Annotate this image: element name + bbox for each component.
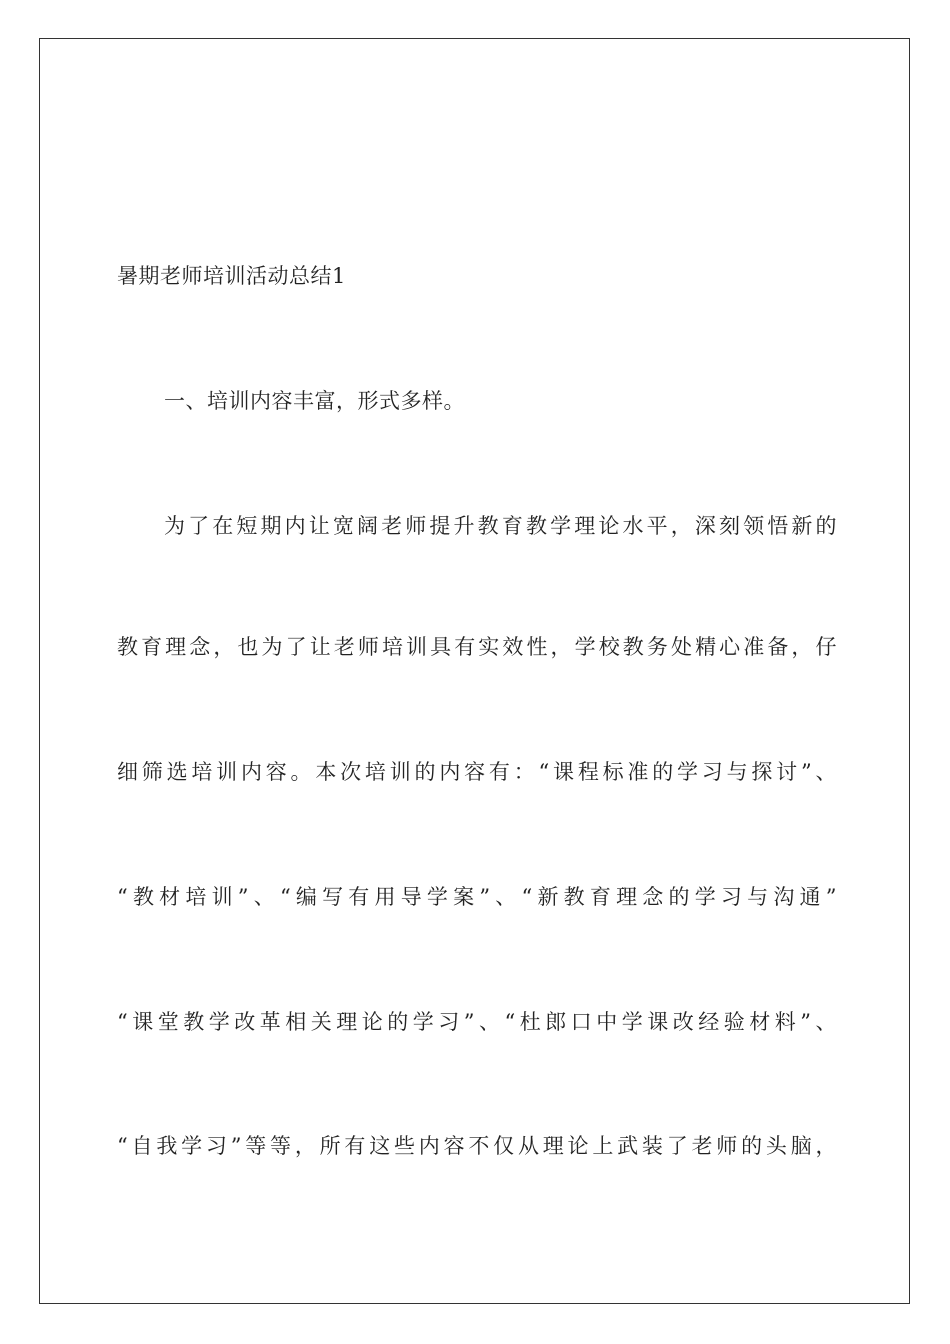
page-border <box>39 38 910 1304</box>
section-heading: 一、培训内容丰富，形式多样。 <box>164 389 465 413</box>
paragraph-line: 教育理念，也为了让老师培训具有实效性，学校教务处精心准备，仔 <box>117 635 837 659</box>
document-title: 暑期老师培训活动总结1 <box>117 264 346 288</box>
paragraph-line: “课堂教学改革相关理论的学习”、“杜郎口中学课改经验材料”、 <box>117 1010 837 1034</box>
paragraph-line: “自我学习”等等，所有这些内容不仅从理论上武装了老师的头脑， <box>117 1134 837 1158</box>
paragraph-line: 细筛选培训内容。本次培训的内容有：“课程标准的学习与探讨”、 <box>117 760 837 784</box>
paragraph-line: 为了在短期内让宽阔老师提升教育教学理论水平，深刻领悟新的 <box>164 514 837 538</box>
paragraph-line: “教材培训”、“编写有用导学案”、“新教育理念的学习与沟通” <box>117 885 837 909</box>
